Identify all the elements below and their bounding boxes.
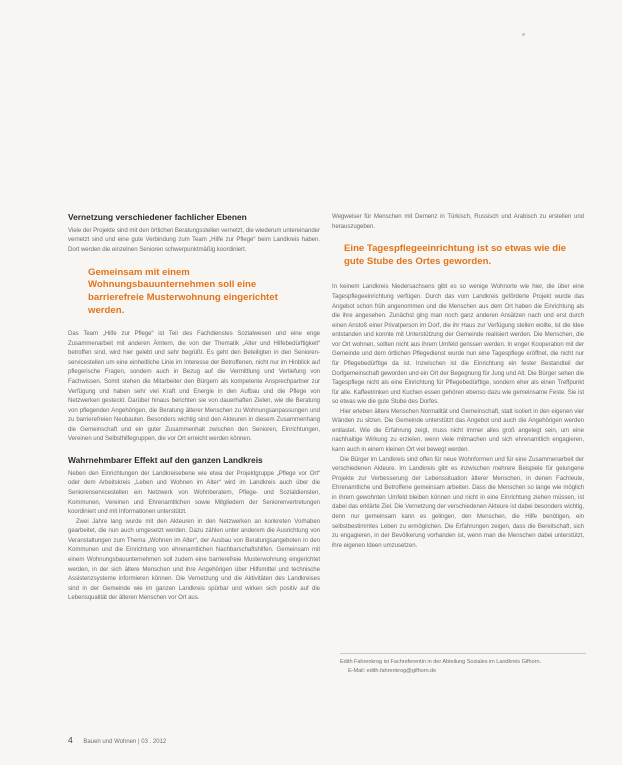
- paragraph: Das Team „Hilfe zur Pflege“ ist Teil des Fachdienstes Sozialwesen und eine enge Zusammenarbeit mit anderen Ämtern, die von der Thematik „Alter und Hilfebedürftigkeit“ betroffen sind, wird hier gelebt und sehr begrüßt. Es geht den Beteiligten in den Seniorenservicestellen um eine einheitliche Linie im Interesse der Betroffenen, nicht nur im Hinblick auf pflegerische Fragen, sondern auch in Bezug auf die Vermittlung und Vertiefung von Fachwissen. Somit stehen die Mitarbeiter den Bürgern als kompetente Ansprechpartner zur Verfügung und haben sehr viel Kraft und Energie in den Aufbau und die Pflege von Netzwerken gesteckt. Darüber hinaus berichten sie von dauerhaften Zielen, wie die Beratung von pflegenden Angehörigen, die Beratung älterer Menschen zu Wohnungsanpassungen und zu barrierefreien Neubauten. Besonders wichtig sind den Akteuren in diesem Zusammenhang die Gemeinschaft und ein guter Zusammenhalt zwischen den Senioren, Einrichtungen, Vereinen und Selbsthilfegruppen, die vor Ort erreicht werden können.: [68, 330, 320, 443]
- pull-quote-model-apartment: Gemeinsam mit einem Wohnungsbauunternehmen soll eine barrierefreie Musterwohnung eingerichtet werden.: [88, 266, 278, 316]
- section-heading-networking: Vernetzung verschiedener fachlicher Ebenen: [68, 212, 247, 222]
- author-info-line: Edith Fahrenkrog ist Fachreferentin in der Abteilung Soziales im Landkreis Gifhorn.: [340, 659, 542, 665]
- author-email: E-Mail: edith.fahrenkrog@gifhorn.de: [348, 667, 437, 674]
- paragraph: Zwei Jahre lang wurde mit den Akteuren in den Netzwerken an konkreten Vorhaben gearbeitet, die nun auch umgesetzt werden. Dazu zählen unter anderem die Ausrichtung von Veranstaltungen zum Thema „Wohnen im Alter“, der Ausbau von Beratungsangeboten in den Kommunen und die Einrichtung von ehrenamtlichen Nachbarschaftshilfen. Gemeinsam mit einem Wohnungsbauunternehmen soll zudem eine barrierefreie Musterwohnung eingerichtet werden, in der sich ältere Menschen und ihre Angehörigen über Hilfsmittel und technische Assistenzsysteme informieren können. Die Vernetzung und die Aktivitäten des Landkreises sind in der Gemeinde wie im ganzen Landkreis spürbar und wirken sich positiv auf die Lebensqualität der älteren Menschen vor Ort aus.: [68, 517, 320, 602]
- paragraph: Hier erleben ältere Menschen Normalität und Gemeinschaft, statt isoliert in den eigenen vier Wänden zu sitzen. Die Gemeinde unterstützt das Angebot und auch die Angehörigen werden entlastet. Wie die Erfahrung zeigt, muss nicht immer alles groß angelegt sein, um eine nachhaltige Wirkung zu erzielen, wenn viele mitmachen und sich ehrenamtlich engagieren, kann auch in einem kleinen Ort viel bewegt werden.: [332, 407, 584, 453]
- paragraph: Neben den Einrichtungen der Landkreisebene wie etwa der Projektgruppe „Pflege vor Ort“ oder dem Arbeitskreis „Leben und Wohnen im Alter“ wird im Landkreis auch über die Seniorenservicestellen ein Netzwerk von Wohnberatern, Pflege- und Sozialdiensten, Kommunen, Vereinen und Ehrenamtlichen sowie Mitgliedern der Seniorenvertretungen koordiniert und mit Informationen unterstützt.: [68, 469, 320, 516]
- page-footer: [68, 735, 166, 745]
- right-column: [332, 212, 584, 550]
- paragraph: Viele der Projekte sind mit den örtlichen Beratungsstellen vernetzt, die wiederum untereinander vernetzt sind und eine gute Verbindung zum Team „Hilfe zur Pflege“ beim Landkreis haben. Dort werden die einzelnen Senioren schwerpunktmäßig koordiniert.: [68, 226, 320, 254]
- author-info-box: [340, 653, 586, 676]
- footer-text: Bauen und Wohnen | 03 . 2012: [83, 739, 167, 745]
- pull-quote-day-care: Eine Tagespflegeeinrichtung ist so etwas wie die gute Stube des Ortes geworden.: [344, 243, 567, 267]
- paragraph: In keinem Landkreis Niedersachsens gibt es so wenige Wohnorte wie hier, die über eine Tagespflegeeinrichtung verfügen. Durch das vom Landkreis geförderte Projekt wurde das Angebot schon früh angenommen und die Menschen aus dem Ort haben die Einrichtung als die ihre angesehen. Zunächst ging man noch ganz anderen Ansätzen nach und erst durch einen Anstoß einer Privatperson im Dorf, die ihr Haus zur Verfügung stellen wollte, ist die Idee entstanden und konnte mit Unterstützung der Gemeinde realisiert werden. Die Menschen, die vor Ort wohnen, sollten nicht aus ihrem Umfeld gerissen werden. In enger Kooperation mit der Gemeinde und dem örtlichen Pflegedienst wurde nun eine Tagespflege eröffnet, die nicht nur für Pflegebedürftige da ist. Inzwischen ist die Einrichtung ein fester Bestandteil der Dorfgemeinschaft geworden und ein Ort der Begegnung für Jung und Alt. Die Bürger sehen die Tagespflege nicht als eine Einrichtung für Pflegebedürftige, sondern eher als einen Treffpunkt für alle. Kaffeetrinken und Kuchen essen gehören ebenso dazu wie gemeinsame Feste. Sie ist so etwas wie die gute Stube des Dorfes.: [332, 283, 584, 406]
- left-column: [68, 212, 320, 603]
- decorative-dot: [522, 33, 525, 36]
- section-heading-effect: Wahrnehmbarer Effekt auf den ganzen Landkreis: [68, 454, 263, 465]
- page-number: 4: [68, 735, 73, 745]
- paragraph: Die Bürger im Landkreis sind offen für neue Wohnformen und für eine Zusammenarbeit der verschiedenen Akteure. Im Landkreis gibt es inzwischen mehrere Beispiele für gelungene Projekte zur Verbesserung der Lebenssituation älterer Menschen, in denen Fachleute, Ehrenamtliche und Betroffene gemeinsam arbeiten. Dass die Menschen so lange wie möglich in ihrem gewohnten Umfeld bleiben können und nicht in eine Einrichtung ziehen müssen, ist dabei das erklärte Ziel. Die Vernetzung der verschiedenen Akteure ist dabei besonders wichtig, denn nur gemeinsam kann es gelingen, den Menschen, die Hilfe benötigen, ein selbstbestimmtes Leben zu ermöglichen. Die Erfahrungen zeigen, dass die Bereitschaft, sich zu engagieren, in der Bevölkerung vorhanden ist, wenn man die Menschen dabei unterstützt, ihre eigenen Ideen umzusetzen.: [332, 455, 584, 549]
- paragraph: Wegweiser für Menschen mit Demenz in Türkisch, Russisch und Arabisch zu erstellen und herauszugeben.: [332, 213, 584, 230]
